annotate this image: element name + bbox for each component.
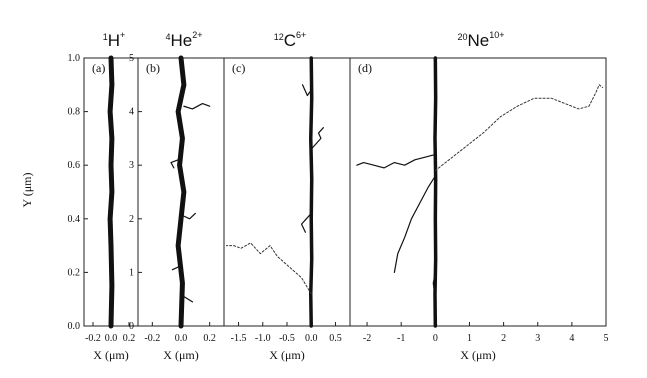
x-tick-label: 0.2 [122,333,136,344]
y-tick-label: 0.0 [67,321,80,332]
x-tick-label: -1.0 [254,333,271,344]
panel-title [274,30,307,50]
x-tick-label: -1 [397,333,406,344]
branch-track-path [184,213,195,218]
y-tick-label: 0.8 [67,106,80,118]
panel-title-symbol: Ne [467,31,490,50]
x-axis-label: X (μm) [269,348,305,362]
x-tick-label: 0 [432,333,438,344]
panel-2 [224,30,350,362]
panel-title-symbol: He [170,31,193,50]
y-tick-label: 1 [129,267,134,279]
panel-title-charge: 6+ [296,30,307,40]
y-tick-label: 0 [129,321,134,332]
y-tick-label: 5 [129,53,134,64]
panel-0 [68,30,139,362]
panel-title [457,30,504,50]
x-tick-label: -0.2 [85,333,101,344]
main-track-path [311,58,312,326]
x-axis-label: X (μm) [460,348,496,362]
panel-title [103,30,126,50]
branch-track-path [184,297,193,302]
panel-1 [129,30,224,362]
y-tick-label: 1.0 [67,53,80,64]
x-tick-label: 0.0 [104,333,118,344]
panel-title-mass: 1 [102,32,108,42]
panel-title-symbol: C [283,31,297,50]
main-track-path [435,58,436,326]
panel-3 [350,30,609,362]
main-track-path [110,58,112,326]
panel-label: (d) [358,61,372,75]
panel-label: (c) [232,61,246,75]
panel-frame [224,58,350,326]
branch-track-path [311,128,323,149]
branch-track-path [171,160,178,168]
y-tick-label: 3 [129,160,134,172]
branch-track-path [184,104,210,109]
panel-frame [350,58,606,326]
panel-label: (b) [146,61,160,75]
x-tick-label: -1.5 [230,333,247,344]
x-tick-label: -2 [362,333,372,344]
y-tick-label: 0.2 [67,267,80,279]
x-tick-label: 3 [535,333,541,344]
panel-title-mass: 4 [165,32,171,42]
x-tick-label: -0.2 [144,333,161,344]
x-tick-label: 0.0 [304,333,318,344]
panel-title-charge: 2+ [192,30,203,40]
y-axis-label: Y (μm) [20,172,34,208]
panel-title-mass: 12 [273,32,284,42]
y-tick-label: 0.4 [67,213,80,225]
panel-label: (a) [92,61,106,75]
main-track-path [178,58,184,326]
branch-track-path [172,267,178,270]
y-tick-label: 0.6 [67,160,80,172]
x-tick-label: 0.2 [203,333,216,344]
branch-track-path [394,176,435,272]
y-tick-label: 2 [129,213,134,225]
panel-title-mass: 20 [457,32,468,42]
x-axis-label: X (μm) [163,348,199,362]
panel-title-charge: 10+ [489,30,505,40]
x-tick-label: 0.5 [329,333,342,344]
x-tick-label: 4 [569,333,575,344]
x-tick-label: 2 [501,333,507,344]
y-tick-label: 4 [129,106,134,118]
panel-title [165,30,202,50]
dotted-track-path [226,243,311,294]
panels-layer [68,30,609,362]
panel-title-symbol: H [107,31,121,50]
dotted-track-path [435,85,602,171]
x-axis-label: X (μm) [93,348,129,362]
panel-title-charge: + [120,30,126,40]
x-tick-label: 5 [603,333,609,344]
x-tick-label: 1 [466,333,472,344]
x-tick-label: 0.0 [174,333,188,344]
branch-track-path [357,154,436,167]
x-tick-label: -0.5 [279,333,295,344]
